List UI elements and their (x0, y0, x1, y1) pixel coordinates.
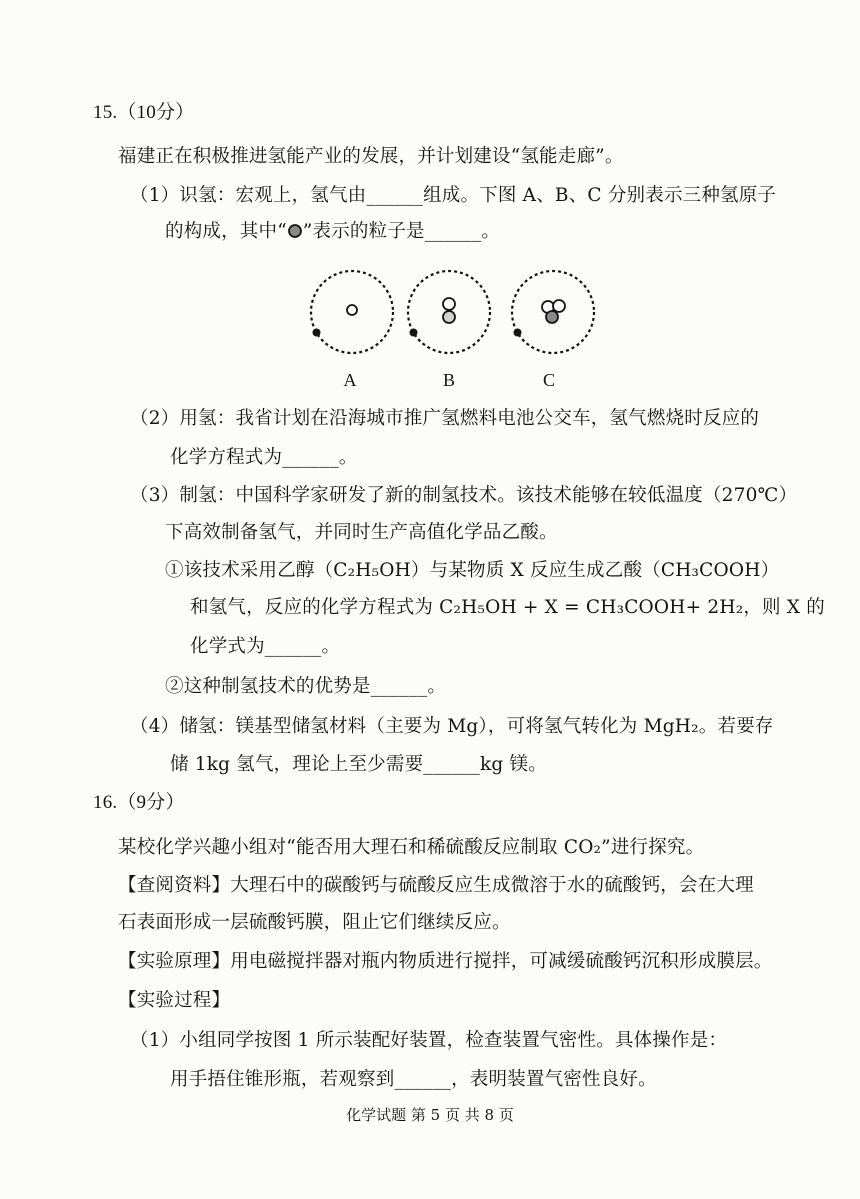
q15-part1-line1: （1）识氢：宏观上，氢气由______组成。下图 A、B、C 分别表示三种氢原子 (130, 185, 777, 206)
q15-part1-line2 (165, 220, 500, 246)
q15-part2-line1: （2）用氢：我省计划在沿海城市推广氢燃料电池公交车，氢气燃烧时反应的 (130, 408, 760, 429)
hydrogen-atoms-diagram (300, 265, 600, 365)
q15-part3-sub1-line2: 和氢气，反应的化学方程式为 C₂H₅OH + X = CH₃COOH+ 2H₂，则 X 的 (190, 597, 825, 618)
q15-part4-line1: （4）储氢：镁基型储氢材料（主要为 Mg），可将氢气转化为 MgH₂。若要存 (130, 716, 774, 737)
atom-c-electron (514, 329, 522, 337)
atom-b-neutron (443, 311, 455, 323)
diagram-label-c: C (542, 370, 555, 390)
q15-part3-sub1-line1: ①该技术采用乙醇（C₂H₅OH）与某物质 X 反应生成乙酸（CH₃COOH） (165, 560, 780, 581)
question-15-number: 15.（10分） (93, 102, 195, 123)
page-footer: 化学试题 第 5 页 共 8 页 (346, 1106, 514, 1124)
question-16-number: 16.（9分） (93, 792, 185, 813)
diagram-label-a: A (343, 370, 357, 390)
q16-process-heading: 【实验过程】 (118, 990, 231, 1011)
q15-part3-sub2: ②这种制氢技术的优势是______。 (165, 676, 447, 697)
atom-a (311, 271, 393, 353)
q15-part3-line1: （3）制氢：中国科学家研发了新的制氢技术。该技术能够在较低温度（270℃） (130, 485, 798, 506)
atom-a-proton (347, 305, 357, 315)
atom-b-electron (410, 329, 418, 337)
atom-b (408, 271, 490, 353)
q15-part1-line2-after: ”表示的粒子是______。 (302, 221, 501, 242)
atom-c-neutron-1 (553, 300, 565, 312)
q16-principle: 【实验原理】用电磁搅拌器对瓶内物质进行搅拌，可减缓硫酸钙沉积形成膜层。 (118, 951, 773, 972)
atom-c-neutron-2 (546, 311, 558, 323)
q16-step1-line2: 用手捂住锥形瓶，若观察到______，表明装置气密性良好。 (170, 1069, 657, 1090)
atom-a-electron (313, 329, 321, 337)
diagram-label-b: B (442, 370, 455, 390)
q15-part3-line2: 下高效制备氢气，并同时生产高值化学品乙酸。 (165, 522, 558, 543)
atom-b-proton (443, 298, 455, 310)
question-16-intro: 某校化学兴趣小组对“能否用大理石和稀硫酸反应制取 CO₂”进行探究。 (118, 837, 705, 858)
q15-part4-line2: 储 1kg 氢气，理论上至少需要______kg 镁。 (170, 754, 547, 775)
q16-step1-line1: （1）小组同学按图 1 所示装配好装置，检查装置气密性。具体操作是： (130, 1030, 728, 1051)
q15-part1-line2-before: 的构成，其中“ (165, 221, 287, 242)
question-15-intro: 福建正在积极推进氢能产业的发展，并计划建设“氢能走廊”。 (118, 146, 624, 167)
q16-reference-line1: 【查阅资料】大理石中的碳酸钙与硫酸反应生成微溶于水的硫酸钙，会在大理 (118, 875, 754, 896)
q15-part3-sub1-line3: 化学式为______。 (190, 636, 341, 657)
atom-c (512, 271, 594, 353)
q15-part2-line2: 化学方程式为______。 (170, 447, 358, 468)
neutron-icon (287, 222, 303, 246)
q16-reference-line2: 石表面形成一层硫酸钙膜，阻止它们继续反应。 (118, 912, 511, 933)
